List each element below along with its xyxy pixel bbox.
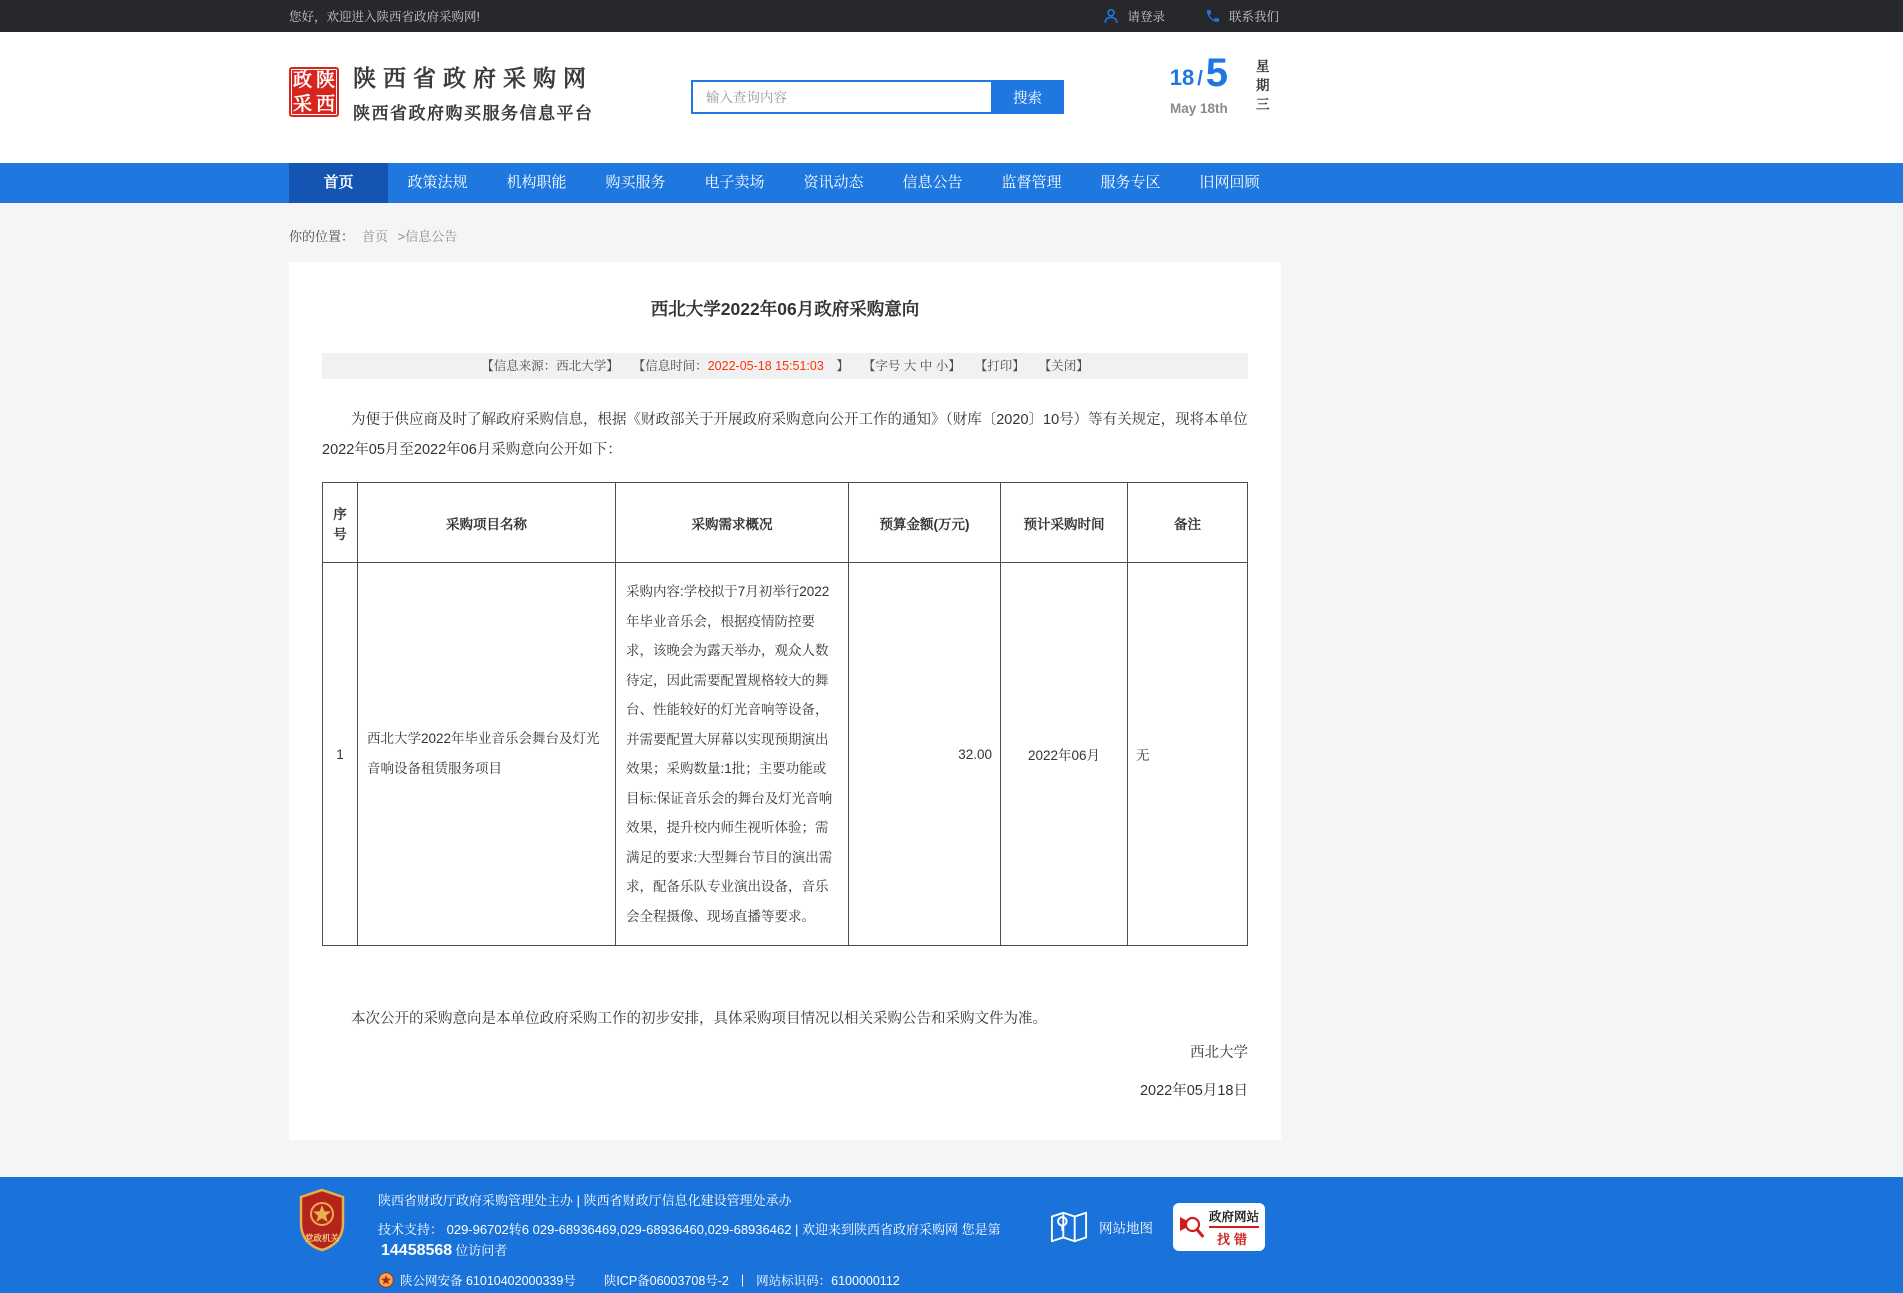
contact-link[interactable] bbox=[1205, 7, 1279, 25]
cell-note: 无 bbox=[1128, 563, 1248, 946]
date-numbers bbox=[1169, 51, 1228, 95]
site-subtitle: 陕西省政府购买服务信息平台 bbox=[353, 104, 594, 123]
error-badge-title: 政府网站 bbox=[1209, 1207, 1259, 1228]
col-header-budget: 预算金额(万元) bbox=[849, 483, 1001, 563]
topbar bbox=[0, 0, 1903, 32]
cell-project-name: 西北大学2022年毕业音乐会舞台及灯光音响设备租赁服务项目 bbox=[358, 563, 616, 946]
nav-item-supervision[interactable]: 监督管理 bbox=[1001, 174, 1062, 191]
procurement-table bbox=[322, 482, 1248, 946]
footer-separator: | bbox=[740, 1273, 745, 1287]
shield-badge-label: 党政机关 bbox=[304, 1233, 340, 1243]
search-input[interactable] bbox=[691, 80, 991, 114]
cell-summary: 采购内容:学校拟于7月初举行2022年毕业音乐会，根据疫情防控要求，该晚会为露天举办，观众人数待定，因此需要配置规格较大的舞台、性能较好的灯光音响等设备，并需要配置大屏幕以实现预期演出效果；采购数量:1批；主要功能或目标:保证音乐会的舞台及灯光音响效果，提升校内师生视听体验；需满足的要求:大型舞台节目的演出需求，配备乐队专业演出设备，音乐会全程摄像、现场直播等要求。 bbox=[616, 563, 849, 946]
phone-icon bbox=[1205, 8, 1221, 24]
col-header-summary: 采购需求概况 bbox=[616, 483, 849, 563]
sitemap-link[interactable] bbox=[1050, 1209, 1153, 1245]
date-day: 18 bbox=[1169, 65, 1195, 90]
visitor-count: 14458568 bbox=[381, 1242, 453, 1259]
login-label: 请登录 bbox=[1127, 10, 1165, 24]
nav-item-home[interactable]: 首页 bbox=[289, 163, 388, 203]
meta-print-button[interactable]: 【打印】 bbox=[974, 359, 1025, 373]
footer bbox=[0, 1177, 1903, 1293]
meta-time-value: 2022-05-18 15:51:03 bbox=[707, 359, 824, 373]
map-icon bbox=[1050, 1209, 1088, 1245]
intro-paragraph: 为便于供应商及时了解政府采购信息，根据《财政部关于开展政府采购意向公开工作的通知》（财库〔2020〕10号）等有关规定，现将本单位2022年05月至2022年06月采购意向公开如下： bbox=[322, 412, 1248, 458]
date-widget bbox=[1169, 51, 1271, 116]
meta-font-size-controls[interactable]: 【字号 大 中 小】 bbox=[862, 359, 961, 373]
signature: 西北大学 bbox=[1190, 1045, 1248, 1061]
col-header-no: 序号 bbox=[323, 483, 358, 563]
date-slash: / bbox=[1197, 68, 1203, 90]
sitemap-label: 网站地图 bbox=[1099, 1221, 1153, 1236]
nav-item-functions[interactable]: 机构职能 bbox=[506, 174, 567, 191]
error-badge-subtitle: 找错 bbox=[1216, 1231, 1251, 1247]
site-identification-code: 网站标识码：6100000112 bbox=[756, 1274, 900, 1288]
meta-source: 【信息来源：西北大学】 bbox=[481, 359, 619, 373]
breadcrumb-current[interactable]: 信息公告 bbox=[405, 229, 458, 244]
site-logo[interactable] bbox=[289, 60, 594, 124]
col-header-project-name: 采购项目名称 bbox=[358, 483, 616, 563]
breadcrumb-home-link[interactable]: 首页 bbox=[362, 229, 389, 244]
date-weekday: 星期三 bbox=[1256, 59, 1270, 112]
breadcrumb-label: 你的位置： bbox=[289, 229, 355, 244]
main-section bbox=[0, 203, 1903, 1177]
meta-time: 【信息时间：2022-05-18 15:51:03 】 bbox=[632, 359, 849, 373]
table-header-row bbox=[323, 483, 1248, 563]
cell-time: 2022年06月 bbox=[1001, 563, 1128, 946]
search-button[interactable]: 搜索 bbox=[991, 80, 1064, 114]
beian-icp-link[interactable]: 陕ICP备06003708号-2 bbox=[603, 1274, 729, 1288]
nav-item-announcements[interactable]: 信息公告 bbox=[902, 174, 963, 191]
cell-no: 1 bbox=[323, 563, 358, 946]
user-icon bbox=[1103, 8, 1119, 24]
party-gov-shield-icon bbox=[297, 1188, 347, 1257]
nav-item-old-site[interactable]: 旧网回顾 bbox=[1199, 174, 1260, 191]
cell-budget: 32.00 bbox=[849, 563, 1001, 946]
footer-organizer-line: 陕西省财政厅政府采购管理处主办 | 陕西省财政厅信息化建设管理处承办 bbox=[378, 1193, 792, 1208]
nav-item-purchase-services[interactable]: 购买服务 bbox=[605, 174, 666, 191]
col-header-note: 备注 bbox=[1128, 483, 1248, 563]
contact-label: 联系我们 bbox=[1228, 10, 1279, 24]
meta-close-button[interactable]: 【关闭】 bbox=[1038, 359, 1089, 373]
col-header-time: 预计采购时间 bbox=[1001, 483, 1128, 563]
article-card bbox=[289, 262, 1281, 1140]
nav-item-service-zone[interactable]: 服务专区 bbox=[1100, 174, 1161, 191]
search-bar bbox=[691, 80, 1064, 114]
welcome-text: 您好，欢迎进入陕西省政府采购网! bbox=[289, 10, 480, 24]
login-link[interactable] bbox=[1103, 7, 1165, 25]
date-english: May 18th bbox=[1169, 101, 1228, 116]
footer-beian-line bbox=[378, 1271, 1068, 1289]
closing-paragraph: 本次公开的采购意向是本单位政府采购工作的初步安排，具体采购项目情况以相关采购公告和采购文件为准。 bbox=[351, 1011, 1047, 1027]
article-meta-bar bbox=[322, 353, 1248, 379]
site-title: 陕西省政府采购网 bbox=[353, 65, 593, 91]
table-row bbox=[323, 563, 1248, 946]
logo-seal-icon: 政 陕 采 西 bbox=[289, 67, 339, 117]
breadcrumb bbox=[289, 203, 1281, 262]
gongan-badge-icon bbox=[378, 1272, 394, 1288]
error-magnifier-icon bbox=[1179, 1213, 1205, 1241]
beian-gongan-link[interactable]: 陕公网安备 61010402000339号 bbox=[400, 1274, 576, 1288]
site-header bbox=[0, 32, 1903, 163]
footer-support-line: 技术支持： 029-96702转6 029-68936469,029-68936460,029-68936462 | 欢迎来到陕西省政府采购网 您是第14458568 位访问者 bbox=[378, 1222, 1001, 1259]
date-month: 5 bbox=[1205, 51, 1228, 95]
site-error-report-badge[interactable] bbox=[1173, 1203, 1265, 1251]
breadcrumb-separator: > bbox=[397, 229, 406, 244]
article-title: 西北大学2022年06月政府采购意向 bbox=[650, 299, 920, 319]
nav-item-e-marketplace[interactable]: 电子卖场 bbox=[704, 174, 765, 191]
main-nav bbox=[0, 163, 1903, 203]
nav-item-news[interactable]: 资讯动态 bbox=[803, 174, 864, 191]
nav-item-policies[interactable]: 政策法规 bbox=[407, 174, 468, 191]
signature-date: 2022年05月18日 bbox=[1139, 1083, 1248, 1099]
